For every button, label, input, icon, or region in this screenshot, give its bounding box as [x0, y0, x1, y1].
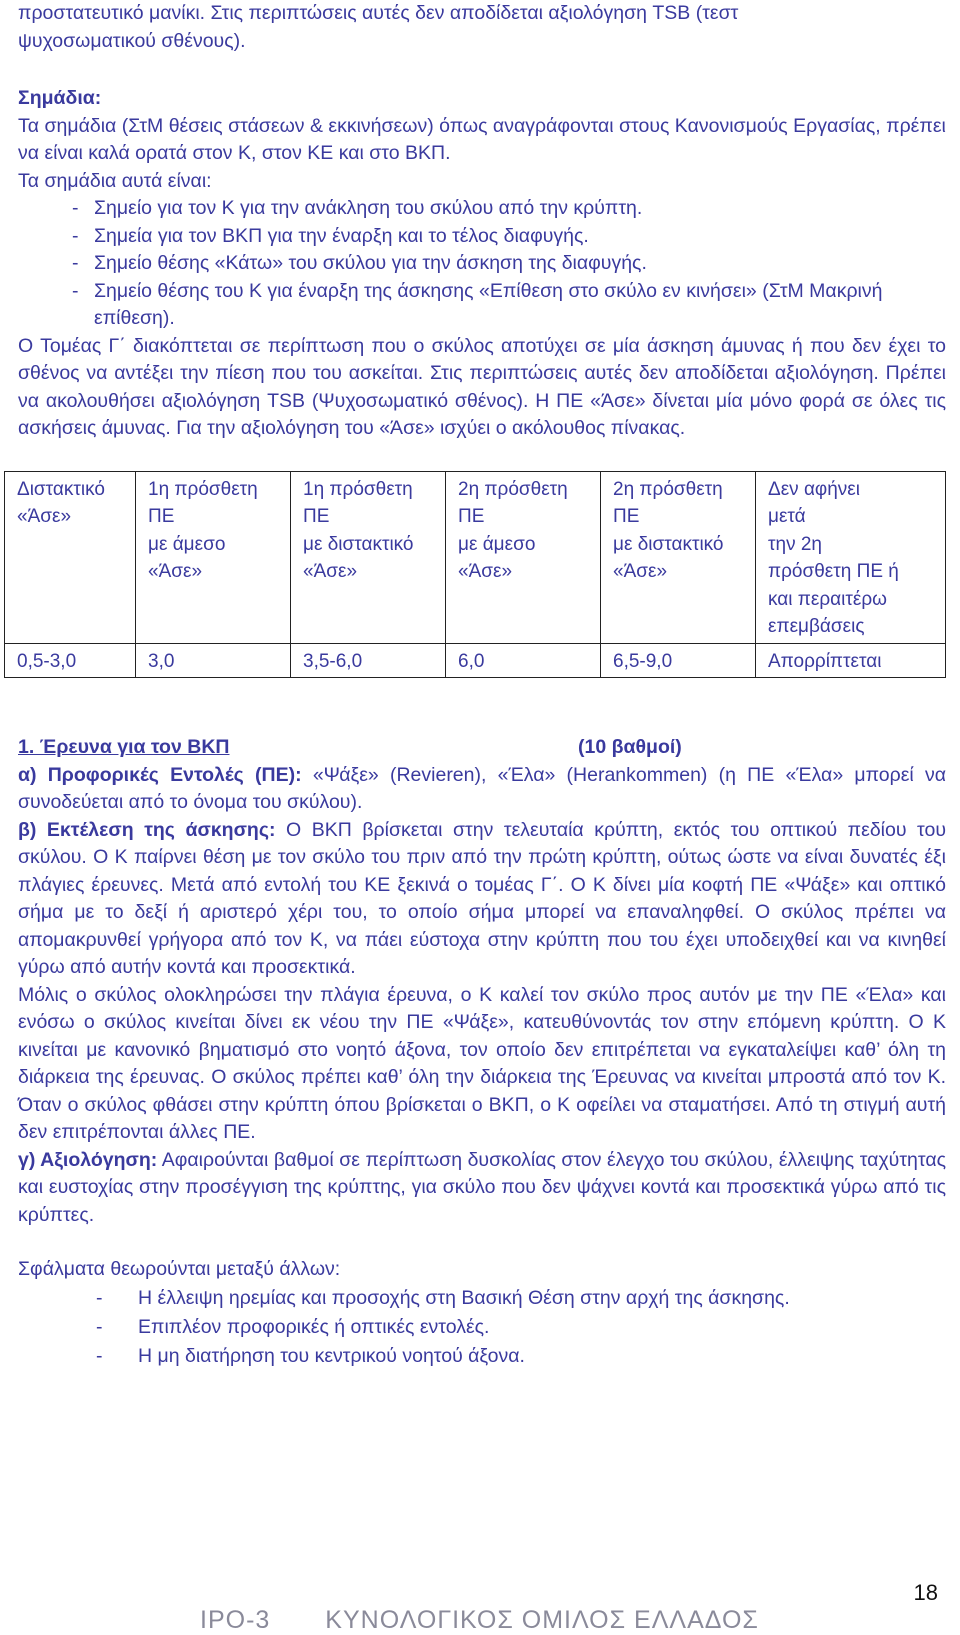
list-item: - Επιπλέον προφορικές ή οπτικές εντολές.	[96, 1313, 946, 1342]
intro-line-1: προστατευτικό μανίκι. Στις περιπτώσεις αυτές δεν αποδίδεται αξιολόγηση TSB (τεστ	[18, 2, 739, 24]
execution-label: β) Εκτέλεση της άσκησης:	[18, 818, 276, 841]
section-title-text: 1. Έρευνα για τον ΒΚΠ	[18, 736, 230, 758]
list-item: - Σημείο θέσης του Κ για έναρξη της άσκησης «Επίθεση στο σκύλο εν κινήσει» (ΣτΜ Μακρινή επίθεση).	[72, 278, 946, 333]
evaluation-label: γ) Αξιολόγηση:	[18, 1148, 158, 1171]
list-item: - Η μη διατήρηση του κεντρικού νοητού άξονα.	[96, 1342, 946, 1371]
list-item: - Σημείο θέσης «Κάτω» του σκύλου για την άσκηση της διαφυγής.	[72, 250, 946, 278]
oral-commands-label: α) Προφορικές Εντολές (ΠΕ):	[18, 763, 302, 786]
errors-intro: Σφάλματα θεωρούνται μεταξύ άλλων:	[18, 1258, 341, 1280]
section-title	[18, 734, 684, 762]
execution-paragraph-2: Μόλις ο σκύλος ολοκληρώσει την πλάγια έρευνα, ο Κ καλεί τον σκύλο προς αυτόν με την ΠΕ «Έλα» και ενόσω ο σκύλος κινείται δίνει εκ νέου την ΠΕ «Ψάξε», κατευθύνοντάς τον στην επόμενη κρύπτη. Ο Κ κινείται με κανονικό βηματισμό στο νοητό άξονα, τον οποίο δεν επιτρέπεται να εγκαταλείψει καθ’ όλη τη διάρκεια της έρευνας. Ο σκύλος πρέπει καθ’ όλη την διάρκεια της Έρευνας να κινείται μπροστά από τον Κ. Όταν ο σκύλος φθάσει στην κρύπτη όπου βρίσκεται ο ΒΚΠ, ο Κ οφείλει να σταματήσει. Από τη στιγμή αυτή δεν επιτρέπονται άλλες ΠΕ.	[18, 983, 946, 1143]
markers-paragraph: Τα σημάδια (ΣτΜ θέσεις στάσεων & εκκινήσεων) όπως αναγράφονται στους Κανονισμούς Εργασίας, πρέπει να είναι καλά ορατά στον Κ, στον ΚΕ και στο ΒΚΠ.	[18, 114, 946, 164]
release-evaluation-table	[4, 471, 946, 679]
table-header-cell: Διστακτικό «Άσε»	[5, 471, 136, 643]
table-cell: 3,0	[136, 643, 291, 678]
list-item: - Σημεία για τον ΒΚΠ για την έναρξη και το τέλος διαφυγής.	[72, 223, 946, 251]
section-c-interrupt-paragraph: Ο Τομέας Γ΄ διακόπτεται σε περίπτωση που ο σκύλος αποτύχει σε μία άσκηση άμυνας ή που δεν έχει το σθένος να αντέξει την πίεση που του ασκείται. Στις περιπτώσεις αυτές δεν αποδίδεται αξιολόγηση. Πρέπει να ακολουθήσει αξιολόγηση TSB (Ψυχοσωματικό σθένος). Η ΠΕ «Άσε» δίνεται μία μόνο φορά σε όλες τις ασκήσεις άμυνας. Για την αξιολόγηση του «Άσε» ισχύει ο ακόλουθος πίνακας.	[18, 334, 946, 439]
table-header-row	[5, 471, 946, 643]
footer-organization: ΚΥΝΟΛΟΓΙΚΟΣ ΟΜΙΛΟΣ ΕΛΛΑΔΟΣ	[325, 1606, 759, 1634]
table-cell: 6,5-9,0	[601, 643, 756, 678]
footer-code: IPO-3	[200, 1606, 271, 1634]
section-points: (10 βαθμοί)	[578, 736, 682, 758]
document-page	[18, 0, 946, 1371]
oral-commands-text: «Ψάξε» (Revieren), «Έλα» (Herankommen) (η ΠΕ «Έλα» μπορεί να συνοδεύεται από το όνομα του σκύλου).	[18, 763, 946, 813]
markers-intro-line: Τα σημάδια αυτά είναι:	[18, 169, 212, 192]
table-cell: Απορρίπτεται	[756, 643, 946, 678]
table-cell: 6,0	[446, 643, 601, 678]
table-cell: 0,5-3,0	[5, 643, 136, 678]
table-row	[5, 643, 946, 678]
execution-text: Ο ΒΚΠ βρίσκεται στην τελευταία κρύπτη, εκτός του οπτικού πεδίου του σκύλου. Ο Κ παίρνει θέση με τον σκύλο του πριν από την πρώτη κρύπτη, ούτως ώστε να είναι δυνατές έξι πλάγιες έρευνες. Μετά από εντολή του ΚΕ ξεκινά ο τομέας Γ΄. Ο Κ δίνει μία κοφτή ΠΕ «Ψάξε» και οπτικό σήμα με το δεξί ή αριστερό χέρι του, το οποίο σήμα μπορεί να επαναληφθεί. Ο σκύλος πρέπει να απομακρυνθεί γρήγορα από τον Κ, να πάει εύστοχα στην κρύπτη που του έχει υποδειχθεί και να κινηθεί γύρω από αυτήν κοντά και προσεκτικά.	[18, 818, 946, 978]
table-header-cell: Δεν αφήνει μετά την 2η πρόσθετη ΠΕ ή και περαιτέρω επεμβάσεις	[756, 471, 946, 643]
list-item: - Σημείο για τον Κ για την ανάκληση του σκύλου από την κρύπτη.	[72, 195, 946, 223]
table-header-cell: 1η πρόσθετη ΠΕ με διστακτικό «Άσε»	[291, 471, 446, 643]
page-number: 18	[913, 1580, 938, 1605]
execution-paragraph	[18, 817, 946, 982]
intro-line-2: ψυχοσωματικού σθένους).	[18, 29, 246, 52]
table-header-cell: 2η πρόσθετη ΠΕ με διστακτικό «Άσε»	[601, 471, 756, 643]
table-cell: 3,5-6,0	[291, 643, 446, 678]
oral-commands-paragraph	[18, 762, 946, 817]
evaluation-paragraph	[18, 1147, 946, 1230]
markers-list	[18, 195, 946, 333]
markers-heading: Σημάδια:	[18, 87, 102, 109]
list-item: - Η έλλειψη ηρεμίας και προσοχής στη Βασική Θέση στην αρχή της άσκησης.	[96, 1284, 946, 1313]
page-footer	[200, 1606, 759, 1635]
errors-list	[18, 1284, 946, 1371]
table-header-cell: 2η πρόσθετη ΠΕ με άμεσο «Άσε»	[446, 471, 601, 643]
evaluation-text: Αφαιρούνται βαθμοί σε περίπτωση δυσκολίας στον έλεγχο του σκύλου, έλλειψης ταχύτητας και ευστοχίας στην προσέγγιση της κρύπτης, για σκύλο που δεν ψάχνει κοντά και προσεκτικά γύρω από τις κρύπτες.	[18, 1148, 946, 1226]
table-header-cell: 1η πρόσθετη ΠΕ με άμεσο «Άσε»	[136, 471, 291, 643]
